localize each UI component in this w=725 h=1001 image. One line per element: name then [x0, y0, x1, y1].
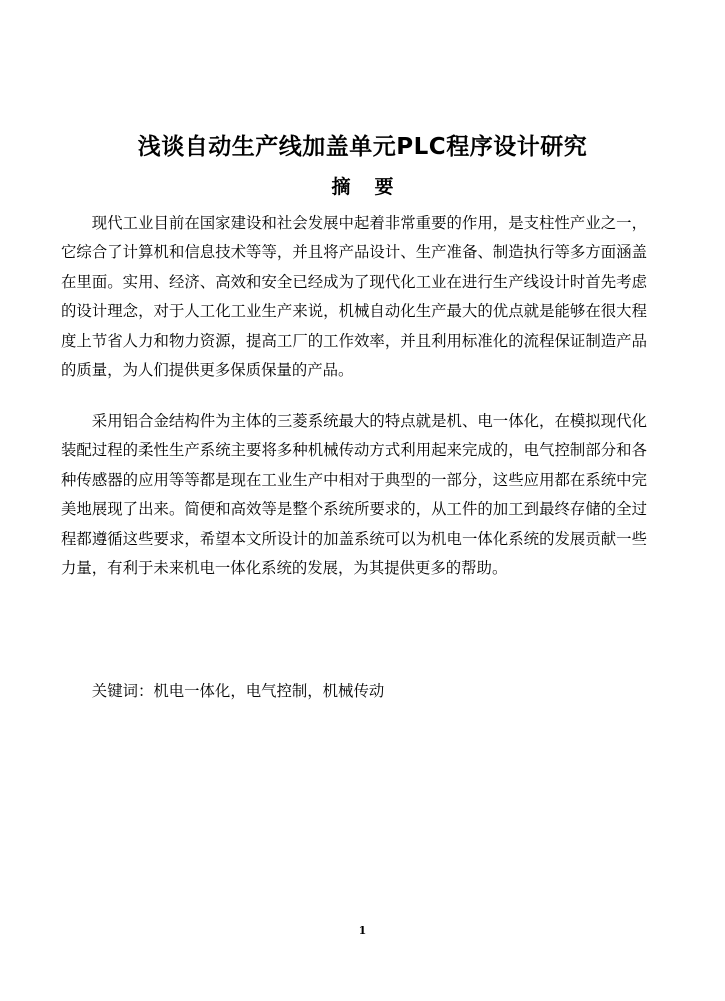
paper-title: 浅谈自动生产线加盖单元PLC程序设计研究 — [137, 134, 588, 160]
page-number: 1 — [358, 924, 367, 937]
abstract-heading: 摘要 — [331, 176, 418, 198]
abstract-paragraph-1: 现代工业目前在国家建设和社会发展中起着非常重要的作用，是支柱性产业之一，它综合了计算机和信息技术等等，并且将产品设计、生产准备、制造执行等多方面涵盖在里面。实用、经济、高效和安全已经成为了现代化工业在进行生产线设计时首先考虑的设计理念，对于人工化工业生产来说，机械自动化生产最大的优点就是能够在很大程度上节省人力和物力资源，提高工厂的工作效率，并且利用标准化的流程保证制造产品的质量，为人们提供更多保质保量的产品。 — [61, 214, 647, 380]
abstract-paragraph-2: 采用铝合金结构件为主体的三菱系统最大的特点就是机、电一体化，在模拟现代化装配过程的柔性生产系统主要将多种机械传动方式利用起来完成的，电气控制部分和各种传感器的应用等等都是现在工业生产中相对于典型的一部分，这些应用都在系统中完美地展现了出来。简便和高效等是整个系统所要求的，从工件的加工到最终存储的全过程都遵循这些要求，希望本文所设计的加盖系统可以为机电一体化系统的发展贡献一些力量，有利于未来机电一体化系统的发展，为其提供更多的帮助。 — [61, 412, 647, 578]
keywords-line: 关键词：机电一体化，电气控制，机械传动 — [91, 682, 385, 700]
